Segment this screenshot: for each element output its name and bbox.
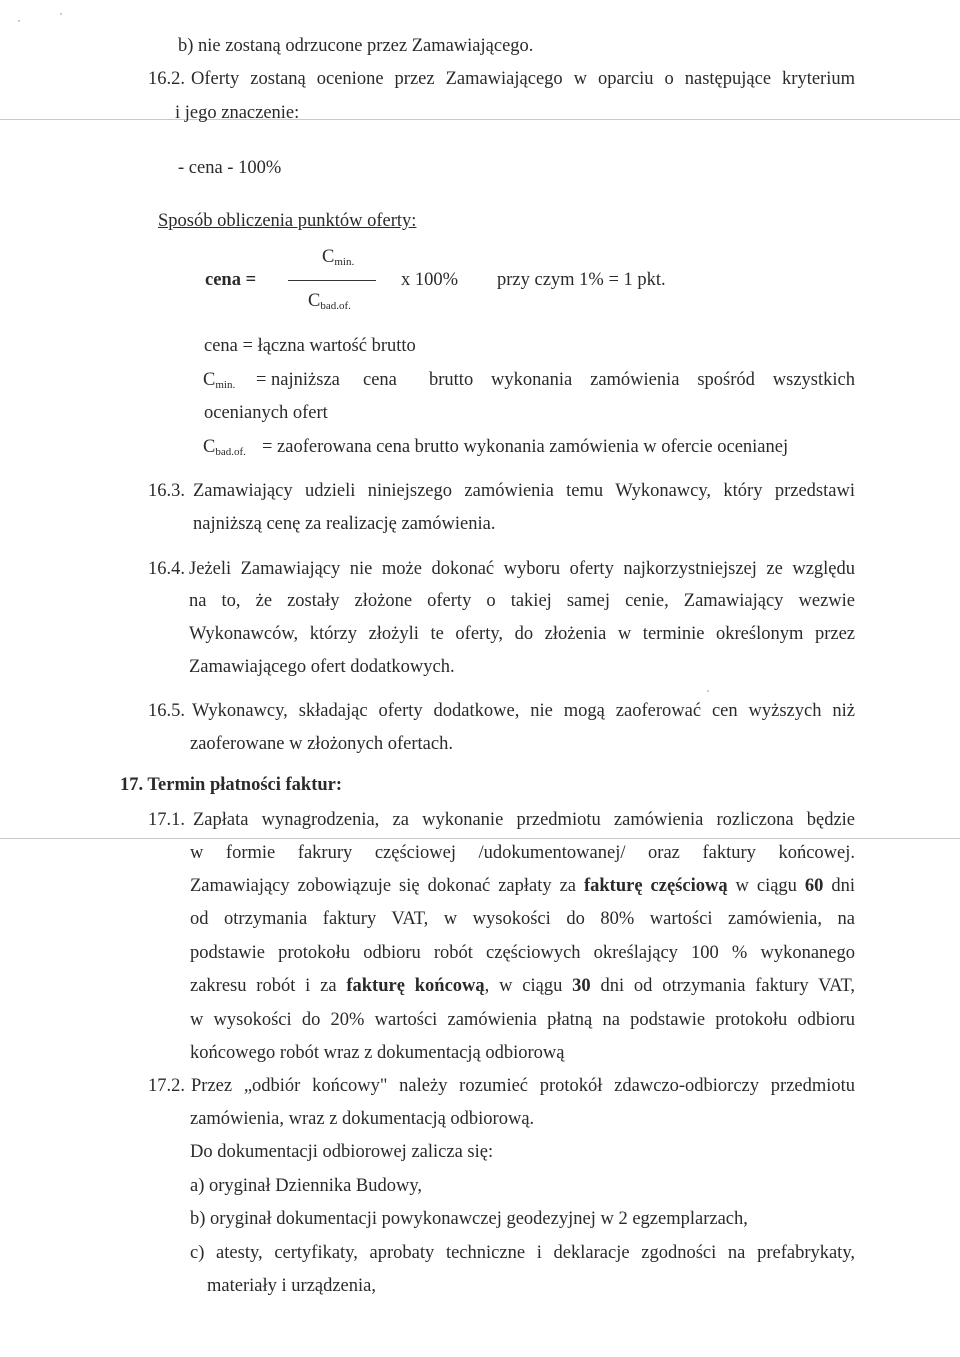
paragraph-line: najniższą cenę za realizację zamówienia. <box>193 514 496 534</box>
paragraph-line: na to, że zostały złożone oferty o takiej samej cenie, Zamawiający wezwie <box>189 591 855 611</box>
paragraph-line: od otrzymania faktury VAT, w wysokości do 80% wartości zamówienia, na <box>190 909 855 929</box>
denominator-subscript: bad.of. <box>320 300 351 312</box>
bold-final-invoice: fakturę końcową <box>346 976 485 996</box>
paragraph-line: Wykonawców, którzy złożyli te oferty, do złożenia w terminie określonym przez <box>189 624 855 644</box>
list-item-b: b) nie zostaną odrzucone przez Zamawiającego. <box>178 36 534 56</box>
paragraph-line: w formie fakrury częściowej /udokumentowanej/ oraz faktury końcowej. <box>190 843 855 863</box>
scan-speck <box>60 13 62 15</box>
list-item-a: a) oryginał Dziennika Budowy, <box>190 1176 423 1196</box>
paragraph-number: 16.4. <box>148 559 185 579</box>
paragraph-line: Jeżeli Zamawiający nie może dokonać wyboru oferty najkorzystniejszej ze względu <box>189 559 855 579</box>
bold-days-30: 30 <box>572 976 591 996</box>
fraction-bar <box>288 280 376 281</box>
bold-days-60: 60 <box>804 876 824 896</box>
criterion-item: - cena - 100% <box>178 158 282 178</box>
paragraph-line: Do dokumentacji odbiorowej zalicza się: <box>190 1142 494 1162</box>
formula-multiplier: x 100% <box>401 270 459 290</box>
legend-cmin-symbol: $C_{min.}$ <box>203 370 236 391</box>
legend-cmin-word: cena <box>363 370 397 390</box>
paragraph-number: 16.2. <box>148 69 185 89</box>
paragraph-number: 17.1. <box>148 810 185 830</box>
paragraph-line: Wykonawcy, składając oferty dodatkowe, nie mogą zaoferować cen wyższych niż <box>192 701 855 721</box>
legend-cbad-text: = zaoferowana cena brutto wykonania zamówienia w ofercie ocenianej <box>262 437 789 457</box>
bold-partial-invoice: fakturę częściową <box>583 876 728 896</box>
legend-cena: cena = łączna wartość brutto <box>204 336 416 356</box>
paragraph-line: końcowego robót wraz z dokumentacją odbiorową <box>190 1043 565 1063</box>
paragraph-line: i jego znaczenie: <box>175 103 300 123</box>
method-heading: Sposób obliczenia punktów oferty: <box>158 211 417 231</box>
formula-label: cena = <box>205 270 257 290</box>
paragraph-line: Zamawiającego ofert dodatkowych. <box>189 657 455 677</box>
legend-cbad-symbol: $C_{bad.of.}$ <box>203 437 246 458</box>
paragraph-line: Przez „odbiór końcowy" należy rozumieć protokół zdawczo-odbiorczy przedmiotu <box>191 1076 855 1096</box>
paragraph-line: podstawie protokołu odbioru robót częściowych określający 100 % wykonanego <box>190 943 855 963</box>
formula-denominator <box>308 292 351 312</box>
paragraph-line: zamówienia, wraz z dokumentacją odbiorową. <box>190 1109 535 1129</box>
formula-note: przy czym 1% = 1 pkt. <box>497 270 666 290</box>
scan-line-top <box>0 119 960 120</box>
list-item-c-cont: materiały i urządzenia, <box>207 1276 376 1296</box>
list-item-c: c) atesty, certyfikaty, aprobaty techniczne i deklaracje zgodności na prefabrykaty, <box>190 1243 855 1263</box>
section-17-heading: 17. Termin płatności faktur: <box>120 775 343 795</box>
paragraph-line: zaoferowane w złożonych ofertach. <box>190 734 453 754</box>
scan-speck <box>707 690 709 692</box>
paragraph-number: 16.3. <box>148 481 185 501</box>
paragraph-line: Zapłata wynagrodzenia, za wykonanie przedmiotu zamówienia rozliczona będzie <box>193 810 855 830</box>
numerator-subscript: min. <box>334 256 355 268</box>
legend-cmin-cont: ocenianych ofert <box>204 403 328 423</box>
paragraph-line: Oferty zostaną ocenione przez Zamawiającego w oparciu o następujące kryterium <box>191 69 855 89</box>
paragraph-number: 17.2. <box>148 1076 185 1096</box>
paragraph-line-mixed: Zamawiający zobowiązuje się dokonać zapłaty za fakturę częściową w ciągu 60 dni <box>190 876 856 896</box>
scan-speck <box>18 20 20 22</box>
legend-cmin-text: brutto wykonania zamówienia spośród wszystkich <box>429 370 855 390</box>
scan-line-middle <box>0 838 960 839</box>
legend-cmin-word: = najniższa <box>256 370 340 390</box>
list-item-b: b) oryginał dokumentacji powykonawczej geodezyjnej w 2 egzemplarzach, <box>190 1209 748 1229</box>
paragraph-line: w wysokości do 20% wartości zamówienia płatną na podstawie protokołu odbioru <box>190 1010 855 1030</box>
paragraph-line: Zamawiający udzieli niniejszego zamówienia temu Wykonawcy, który przedstawi <box>193 481 855 501</box>
paragraph-line-mixed: zakresu robót i za fakturę końcową, w ciągu 30 dni od otrzymania faktury VAT, <box>190 976 855 996</box>
paragraph-number: 16.5. <box>148 701 185 721</box>
numerator-base: C <box>322 247 335 267</box>
formula-numerator <box>322 248 354 268</box>
denominator-base: C <box>308 291 321 311</box>
